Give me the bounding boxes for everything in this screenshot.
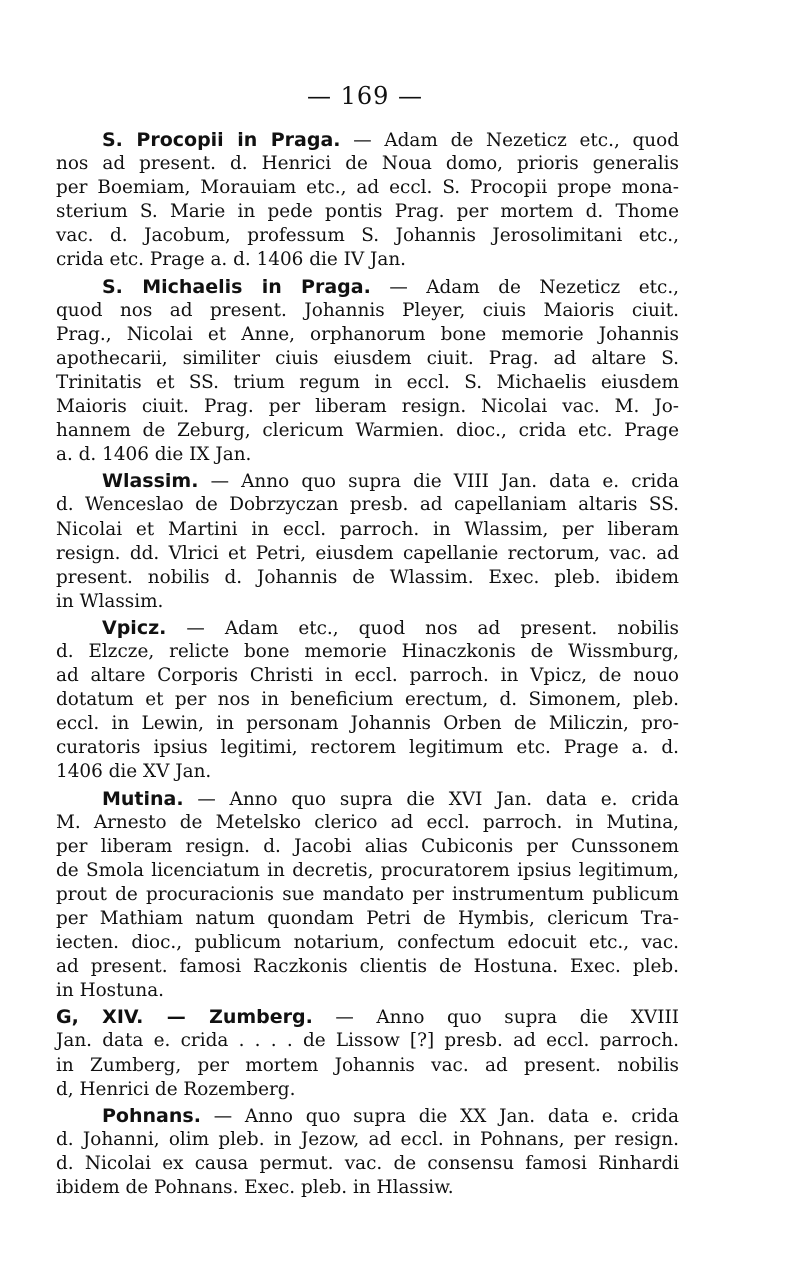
entry-line: hannem de Zeburg, clericum Warmien. dioc., crida etc. Prage (56, 420, 679, 442)
entry-text: — Anno quo supra die XX Jan. data e. crida (200, 1105, 679, 1127)
entry-s-michaelis (56, 275, 679, 468)
entry-line: in Hostuna. (56, 980, 165, 1002)
entry-line: sterium S. Marie in pede pontis Prag. per mortem d. Thome (56, 201, 679, 223)
entry-line: d. Elzcze, relicte bone memorie Hinaczkonis de Wissmburg, (56, 640, 679, 662)
entry-line: apothecarii, similiter ciuis eiusdem ciuit. Prag. ad altare S. (56, 347, 679, 369)
entry-line: de Smola licenciatum in decretis, procuratorem ipsius legitimum, (56, 859, 679, 881)
entry-line: curatoris ipsius legitimi, rectorem legitimum etc. Prage a. d. (56, 737, 679, 759)
entry-line: Nicolai et Martini in eccl. parroch. in Wlassim, per liberam (56, 518, 679, 540)
entry-text: — Adam de Nezeticz etc., quod (340, 130, 679, 151)
entry-line: per Mathiam natum quondam Petri de Hymbis, clericum Tra- (56, 908, 679, 929)
entry-line: present. nobilis d. Johannis de Wlassim. Exec. pleb. ibidem (56, 566, 679, 588)
entry-vpicz (56, 616, 679, 785)
entry-line: in Wlassim. (56, 590, 164, 612)
entry-line: nos ad present. d. Henrici de Noua domo, prioris generalis (56, 153, 679, 175)
entry-line: eccl. in Lewin, in personam Johannis Orben de Miliczin, pro- (56, 713, 679, 735)
entry-text: — Anno quo supra die XVI Jan. data e. crida (183, 788, 679, 810)
entry-line: per Boemiam, Morauiam etc., ad eccl. S. Procopii prope mona- (56, 177, 679, 199)
entry-line: dotatum et per nos in beneficium erectum, d. Simonem, pleb. (56, 689, 679, 711)
entry-line: M. Arnesto de Metelsko clerico ad eccl. parroch. in Mutina, (56, 811, 679, 833)
entry-line: ibidem de Pohnans. Exec. pleb. in Hlassiw. (56, 1177, 454, 1199)
entry-mutina (56, 787, 679, 1004)
entry-heading: Vpicz. (102, 616, 167, 639)
entry-line: Maioris ciuit. Prag. per liberam resign. Nicolai vac. M. Jo- (56, 396, 679, 418)
entry-line: iecten. dioc., publicum notarium, confectum edocuit etc., vac. (56, 932, 679, 954)
entry-line: d. Johanni, olim pleb. in Jezow, ad eccl. in Pohnans, per resign. (56, 1128, 679, 1150)
entry-line: ad present. famosi Raczkonis clientis de Hostuna. Exec. pleb. (56, 956, 679, 978)
entry-line: crida etc. Prage a. d. 1406 die IV Jan. (56, 249, 407, 271)
entry-line: d. Nicolai ex causa permut. vac. de consensu famosi Rinhardi (56, 1152, 679, 1174)
entry-first-line (56, 128, 679, 152)
entry-heading: Pohnans. (102, 1104, 201, 1127)
entry-line: ad altare Corporis Christi in eccl. parroch. in Vpicz, de nouo (56, 665, 679, 687)
entry-first-line (56, 275, 679, 299)
document-body (56, 128, 679, 1202)
entry-heading: Wlassim. (102, 470, 199, 493)
entry-line: Prag., Nicolai et Anne, orphanorum bone memorie Johannis (56, 323, 679, 345)
entry-line: 1406 die XV Jan. (56, 761, 212, 783)
entry-first-line (56, 469, 679, 493)
entry-line: Jan. data e. crida . . . . de Lissow [?] presb. ad eccl. parroch. (56, 1030, 679, 1052)
entry-wlassim (56, 469, 679, 614)
entry-heading: Mutina. (102, 787, 184, 810)
entry-heading: S. Michaelis in Praga. (102, 275, 371, 298)
entry-line: Trinitatis et SS. trium regum in eccl. S. Michaelis eiusdem (56, 371, 679, 393)
entry-first-line (56, 616, 679, 640)
entry-line: prout de procuracionis sue mandato per instrumentum publicum (56, 883, 679, 905)
entry-line: d. Wenceslao de Dobrzyczan presb. ad capellaniam altaris SS. (56, 494, 679, 516)
entry-text: — Adam etc., quod nos ad present. nobilis (166, 617, 679, 639)
entry-first-line (56, 1104, 679, 1128)
page-number: — 169 — (306, 82, 424, 110)
entry-text: — Adam de Nezeticz etc., (370, 276, 680, 298)
entry-line: quod nos ad present. Johannis Pleyer, ciuis Maioris ciuit. (56, 299, 679, 321)
entry-text: — Anno quo supra die XVIII (312, 1007, 679, 1029)
entry-line: resign. dd. Vlrici et Petri, eiusdem capellanie rectorum, vac. ad (56, 542, 679, 564)
entry-line: in Zumberg, per mortem Johannis vac. ad present. nobilis (56, 1054, 679, 1076)
entry-line: per liberam resign. d. Jacobi alias Cubiconis per Cunssonem (56, 835, 679, 857)
entry-s-procopii (56, 128, 679, 273)
entry-heading: G, XIV. — Zumberg. (56, 1006, 313, 1029)
entry-heading: S. Procopii in Praga. (102, 129, 341, 151)
entry-first-line (56, 787, 679, 811)
entry-line: a. d. 1406 die IX Jan. (56, 444, 252, 466)
entry-first-line (56, 1005, 679, 1029)
entry-zumberg (56, 1005, 679, 1101)
entry-line: vac. d. Jacobum, professum S. Johannis Jerosolimitani etc., (56, 225, 679, 247)
entry-text: — Anno quo supra die VIII Jan. data e. crida (198, 471, 679, 493)
entry-pohnans (56, 1104, 679, 1200)
entry-line: d, Henrici de Rozemberg. (56, 1078, 296, 1100)
